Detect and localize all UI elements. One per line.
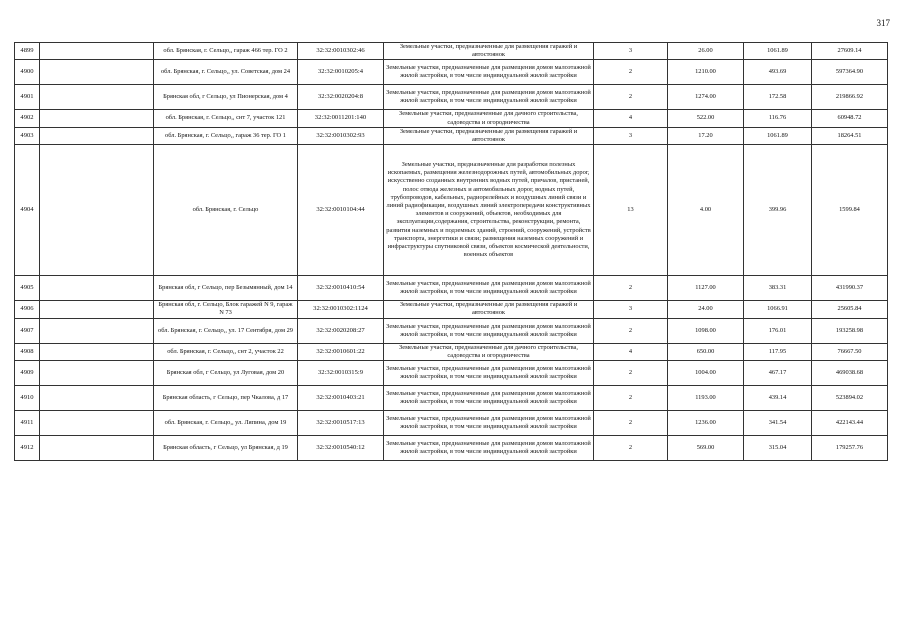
land-purpose-cell: Земельные участки, предназначенные для размещения домов малоэтажной жилой застройки, в том числе индивидуальной жилой застройки (384, 436, 594, 461)
blank-cell (40, 343, 154, 360)
specific-value-cell: 172.58 (744, 85, 812, 110)
row-number-cell: 4907 (15, 318, 40, 343)
land-purpose-cell: Земельные участки, предназначенные для размещения гаражей и автостоянок (384, 301, 594, 319)
address-cell: обл. Брянская, г. Сельцо,, гараж 466 тер. ГО 2 (154, 43, 298, 60)
address-cell: обл. Брянская, г. Сельцо,, снт 2, участок 22 (154, 343, 298, 360)
cadastral-number-cell: 32:32:0010403:21 (298, 386, 384, 411)
address-cell: обл. Брянская, г. Сельцо,, ул. Советская, дом 24 (154, 60, 298, 85)
blank-cell (40, 411, 154, 436)
table-row (15, 436, 888, 461)
address-cell: Брянская обл, г Сельцо, ул Луговая, дом 20 (154, 361, 298, 386)
area-cell: 26.00 (668, 43, 744, 60)
table-row (15, 276, 888, 301)
table-row (15, 127, 888, 144)
table-row (15, 301, 888, 319)
cadastral-number-cell: 32:32:0010205:4 (298, 60, 384, 85)
table-row (15, 361, 888, 386)
cadastral-number-cell: 32:32:0010302:46 (298, 43, 384, 60)
cadastral-value-table (14, 42, 888, 461)
group-number-cell: 2 (594, 436, 668, 461)
group-number-cell: 3 (594, 43, 668, 60)
cadastral-value-cell: 25605.84 (812, 301, 888, 319)
table-row (15, 343, 888, 360)
address-cell: обл. Брянская, г. Сельцо,, гараж 36 тер. ГО 1 (154, 127, 298, 144)
table-row (15, 411, 888, 436)
specific-value-cell: 341.54 (744, 411, 812, 436)
table-body (15, 43, 888, 461)
area-cell: 1098.00 (668, 318, 744, 343)
cadastral-number-cell: 32:32:0010315:9 (298, 361, 384, 386)
area-cell: 1004.00 (668, 361, 744, 386)
table-row (15, 145, 888, 276)
cadastral-number-cell: 32:32:0010601:22 (298, 343, 384, 360)
land-purpose-cell: Земельные участки, предназначенные для разработки полезных ископаемых, размещения железнодорожных путей, автомобильных дорог, искусственно созданных внутренних водных путей, причалов, пристаней, полос отвода железных и автомобильных дорог, водных путей, трубопроводов, кабельных, радиорелейных и воздушных линий связи и линий радиофикации, воздушных линий электропередачи конструктивных элементов и сооружений, объектов, необходимых для эксплуатации,содержания, строительства, реконструкции, ремонта, развития наземных и подземных зданий, строений, сооружений, устройств транспорта, энергетики и связи; размещения наземных сооружений и инфраструктуры спутниковой связи, объектов космической деятельности, военных объектов (384, 145, 594, 276)
blank-cell (40, 361, 154, 386)
cadastral-number-cell: 32:32:0020204:8 (298, 85, 384, 110)
blank-cell (40, 60, 154, 85)
blank-cell (40, 386, 154, 411)
area-cell: 1210.00 (668, 60, 744, 85)
land-purpose-cell: Земельные участки, предназначенные для размещения домов малоэтажной жилой застройки, в том числе индивидуальной жилой застройки (384, 318, 594, 343)
specific-value-cell: 117.95 (744, 343, 812, 360)
table-row (15, 43, 888, 60)
cadastral-value-cell: 60948.72 (812, 110, 888, 127)
address-cell: Брянская обл, г Сельцо, пер Безымянный, дом 14 (154, 276, 298, 301)
specific-value-cell: 116.76 (744, 110, 812, 127)
row-number-cell: 4903 (15, 127, 40, 144)
row-number-cell: 4905 (15, 276, 40, 301)
cadastral-number-cell: 32:32:0010540:12 (298, 436, 384, 461)
blank-cell (40, 301, 154, 319)
cadastral-value-cell: 597364.90 (812, 60, 888, 85)
cadastral-value-cell: 179257.76 (812, 436, 888, 461)
cadastral-number-cell: 32:32:0010302:93 (298, 127, 384, 144)
address-cell: обл. Брянская, г. Сельцо,, снт 7, участок 121 (154, 110, 298, 127)
group-number-cell: 2 (594, 318, 668, 343)
group-number-cell: 13 (594, 145, 668, 276)
cadastral-number-cell: 32:32:0010410:54 (298, 276, 384, 301)
address-cell: обл. Брянская, г. Сельцо,, ул. Ляпина, дом 19 (154, 411, 298, 436)
specific-value-cell: 399.96 (744, 145, 812, 276)
table-row (15, 85, 888, 110)
address-cell: Брянская обл, г Сельцо, ул Пионерская, дом 4 (154, 85, 298, 110)
area-cell: 1193.00 (668, 386, 744, 411)
blank-cell (40, 43, 154, 60)
cadastral-value-cell: 193258.98 (812, 318, 888, 343)
area-cell: 522.00 (668, 110, 744, 127)
group-number-cell: 3 (594, 127, 668, 144)
specific-value-cell: 383.31 (744, 276, 812, 301)
blank-cell (40, 276, 154, 301)
specific-value-cell: 1061.89 (744, 127, 812, 144)
specific-value-cell: 1066.91 (744, 301, 812, 319)
row-number-cell: 4900 (15, 60, 40, 85)
address-cell: Брянская область, г Сельцо, пер Чкалова, д 17 (154, 386, 298, 411)
specific-value-cell: 315.04 (744, 436, 812, 461)
group-number-cell: 4 (594, 343, 668, 360)
address-cell: Брянская обл, г. Сельцо, Блок гаражей N 9, гараж N 73 (154, 301, 298, 319)
address-cell: Брянская область, г Сельцо, ул Брянская, д 19 (154, 436, 298, 461)
row-number-cell: 4901 (15, 85, 40, 110)
area-cell: 650.00 (668, 343, 744, 360)
cadastral-value-cell: 469038.68 (812, 361, 888, 386)
specific-value-cell: 467.17 (744, 361, 812, 386)
area-cell: 24.00 (668, 301, 744, 319)
group-number-cell: 3 (594, 301, 668, 319)
cadastral-value-cell: 431990.37 (812, 276, 888, 301)
land-purpose-cell: Земельные участки, предназначенные для размещения домов малоэтажной жилой застройки, в том числе индивидуальной жилой застройки (384, 276, 594, 301)
group-number-cell: 2 (594, 361, 668, 386)
address-cell: обл. Брянская, г. Сельцо,, ул. 17 Сентября, дом 29 (154, 318, 298, 343)
land-purpose-cell: Земельные участки, предназначенные для размещения домов малоэтажной жилой застройки, в том числе индивидуальной жилой застройки (384, 85, 594, 110)
table-row (15, 60, 888, 85)
row-number-cell: 4911 (15, 411, 40, 436)
area-cell: 1274.00 (668, 85, 744, 110)
area-cell: 4.00 (668, 145, 744, 276)
specific-value-cell: 493.69 (744, 60, 812, 85)
cadastral-number-cell: 32:32:0010517:13 (298, 411, 384, 436)
row-number-cell: 4899 (15, 43, 40, 60)
group-number-cell: 2 (594, 60, 668, 85)
cadastral-value-cell: 76667.50 (812, 343, 888, 360)
row-number-cell: 4910 (15, 386, 40, 411)
page-number: 317 (876, 18, 890, 28)
address-cell: обл. Брянская, г. Сельцо (154, 145, 298, 276)
cadastral-value-cell: 219866.92 (812, 85, 888, 110)
land-purpose-cell: Земельные участки, предназначенные для размещения домов малоэтажной жилой застройки, в том числе индивидуальной жилой застройки (384, 361, 594, 386)
area-cell: 17.20 (668, 127, 744, 144)
blank-cell (40, 318, 154, 343)
blank-cell (40, 127, 154, 144)
row-number-cell: 4909 (15, 361, 40, 386)
row-number-cell: 4912 (15, 436, 40, 461)
cadastral-value-cell: 422143.44 (812, 411, 888, 436)
specific-value-cell: 1061.89 (744, 43, 812, 60)
specific-value-cell: 176.01 (744, 318, 812, 343)
row-number-cell: 4908 (15, 343, 40, 360)
group-number-cell: 2 (594, 85, 668, 110)
blank-cell (40, 110, 154, 127)
cadastral-value-cell: 27609.14 (812, 43, 888, 60)
blank-cell (40, 436, 154, 461)
land-purpose-cell: Земельные участки, предназначенные для размещения домов малоэтажной жилой застройки, в том числе индивидуальной жилой застройки (384, 411, 594, 436)
area-cell: 1127.00 (668, 276, 744, 301)
area-cell: 1236.00 (668, 411, 744, 436)
land-purpose-cell: Земельные участки, предназначенные для размещения домов малоэтажной жилой застройки, в том числе индивидуальной жилой застройки (384, 60, 594, 85)
table-row (15, 318, 888, 343)
row-number-cell: 4906 (15, 301, 40, 319)
cadastral-number-cell: 32:32:0020208:27 (298, 318, 384, 343)
land-purpose-cell: Земельные участки, предназначенные для размещения гаражей и автостоянок (384, 43, 594, 60)
group-number-cell: 2 (594, 386, 668, 411)
table-row (15, 110, 888, 127)
land-purpose-cell: Земельные участки, предназначенные для размещения гаражей и автостоянок (384, 127, 594, 144)
row-number-cell: 4904 (15, 145, 40, 276)
area-cell: 569.00 (668, 436, 744, 461)
cadastral-value-cell: 18264.51 (812, 127, 888, 144)
table-row (15, 386, 888, 411)
group-number-cell: 4 (594, 110, 668, 127)
blank-cell (40, 145, 154, 276)
cadastral-number-cell: 32:32:0010302:1124 (298, 301, 384, 319)
land-purpose-cell: Земельные участки, предназначенные для размещения домов малоэтажной жилой застройки, в том числе индивидуальной жилой застройки (384, 386, 594, 411)
cadastral-number-cell: 32:32:0011201:140 (298, 110, 384, 127)
cadastral-number-cell: 32:32:0010104:44 (298, 145, 384, 276)
row-number-cell: 4902 (15, 110, 40, 127)
group-number-cell: 2 (594, 276, 668, 301)
land-purpose-cell: Земельные участки, предназначенные для дачного строительства, садоводства и огородничества (384, 110, 594, 127)
specific-value-cell: 439.14 (744, 386, 812, 411)
land-purpose-cell: Земельные участки, предназначенные для дачного строительства, садоводства и огородничества (384, 343, 594, 360)
cadastral-value-cell: 523894.02 (812, 386, 888, 411)
cadastral-value-cell: 1599.84 (812, 145, 888, 276)
group-number-cell: 2 (594, 411, 668, 436)
blank-cell (40, 85, 154, 110)
